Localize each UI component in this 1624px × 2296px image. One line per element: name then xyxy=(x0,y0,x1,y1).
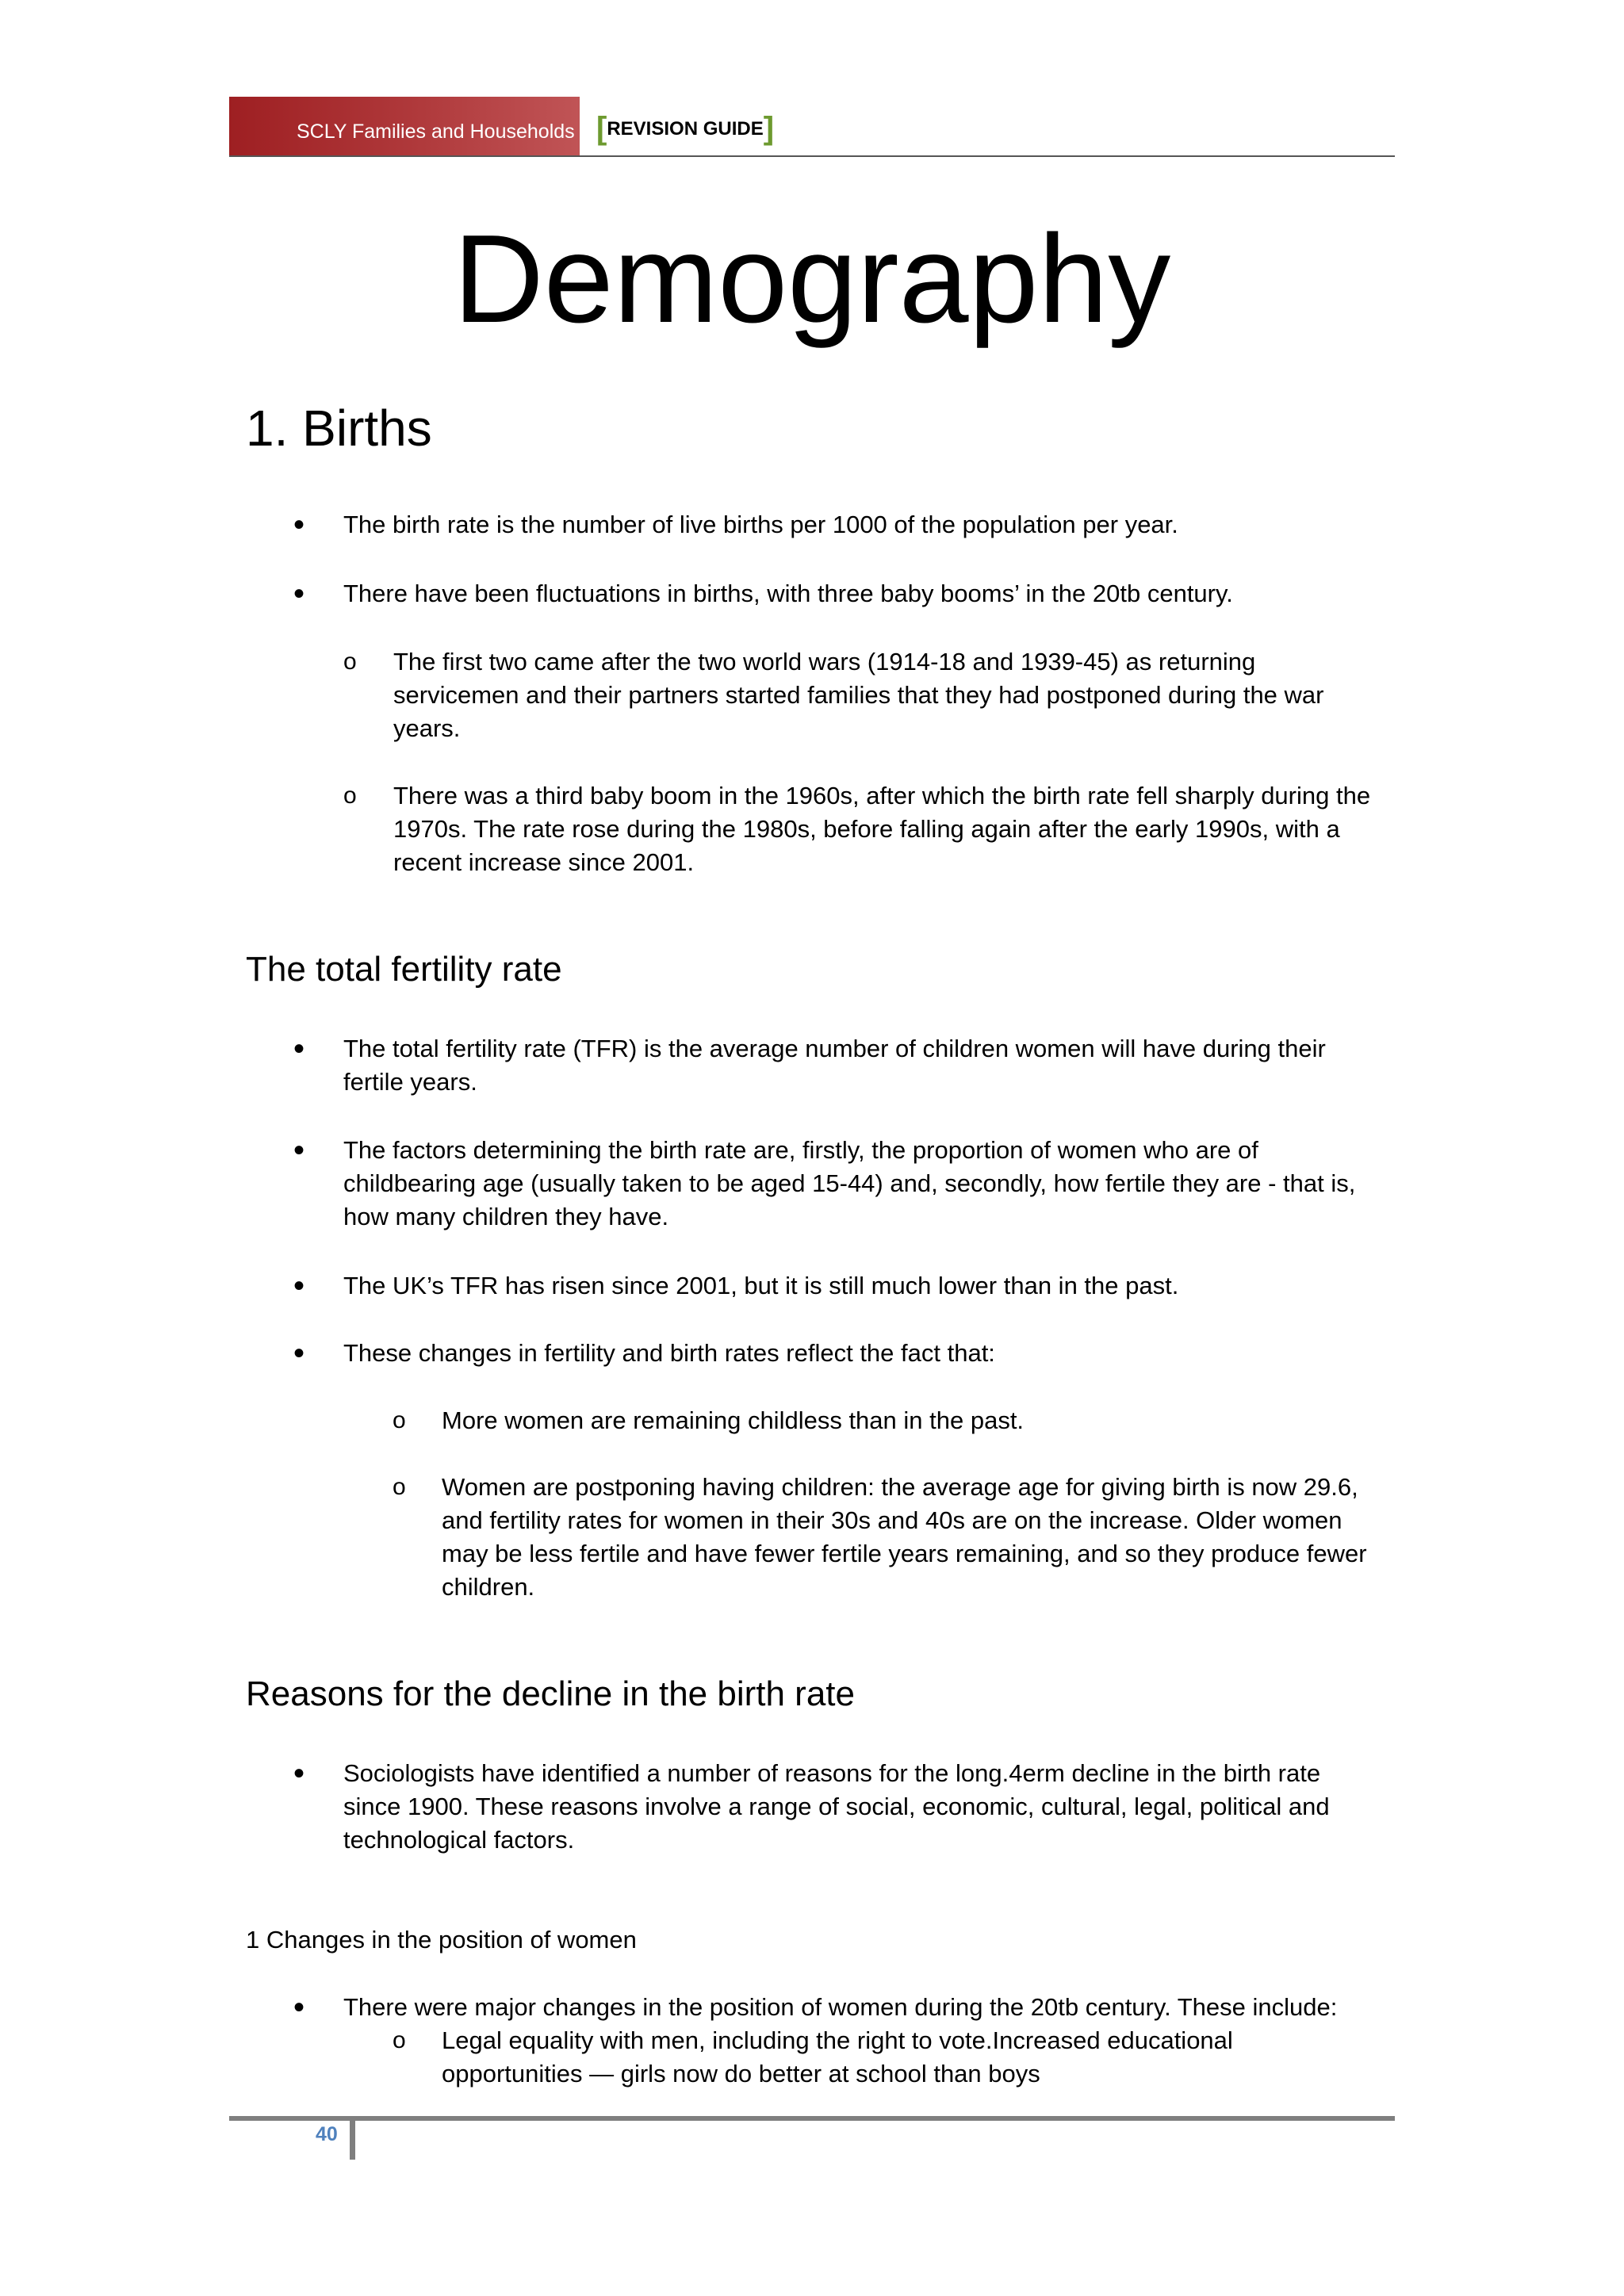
tfr-sub-bullet-1: More women are remaining childless than in the past. xyxy=(442,1406,1025,1434)
page-title: Demography xyxy=(453,209,1171,349)
header-bracket-close: ] xyxy=(763,111,775,146)
tfr-bullet-1: The total fertility rate (TFR) is the average number of children women will have during their fertile years. xyxy=(343,1035,1326,1096)
sub-bullet-marker: o xyxy=(393,1407,406,1433)
tfr-bullet-4: These changes in fertility and birth rates reflect the fact that: xyxy=(343,1339,995,1367)
header-section-title: SCLY Families and Households xyxy=(297,121,575,143)
bullet-marker: • xyxy=(293,1756,305,1791)
bullet-marker: • xyxy=(293,1269,305,1303)
bullet-marker: • xyxy=(293,507,305,542)
decline-bullet-1: Sociologists have identified a number of reasons for the long.4erm decline in the birth rate since 1900. These reasons involve a range of social, economic, cultural, legal, political and technological factors. xyxy=(343,1759,1330,1854)
heading-total-fertility-rate: The total fertility rate xyxy=(246,950,562,989)
women-bullet-1: There were major changes in the position of women during the 20tb century. These include: xyxy=(343,1993,1338,2021)
section-heading-births: 1. Births xyxy=(246,400,432,457)
women-sub-bullet-1: Legal equality with men, including the right to vote.Increased educational opportunities — girls now do better at school than boys xyxy=(442,2026,1233,2087)
bullet-marker: • xyxy=(293,1336,305,1371)
heading-decline-birth-rate: Reasons for the decline in the birth rate xyxy=(246,1674,856,1713)
header-guide-text: REVISION GUIDE xyxy=(607,118,764,140)
footer-page-bar xyxy=(350,2116,355,2160)
header-guide-label xyxy=(596,111,774,147)
births-sub-bullet-2: There was a third baby boom in the 1960s, after which the birth rate fell sharply during the 1970s. The rate rose during the 1980s, before falling again after the early 1990s, with a recent increase since 2001. xyxy=(393,782,1371,876)
tfr-sub-bullet-2: Women are postponing having children: the average age for giving birth is now 29.6, and fertility rates for women in their 30s and 40s are on the increase. Older women may be less fertile and have fewer fertile years remaining, and so they produce fewer children. xyxy=(442,1473,1367,1601)
sub-bullet-marker: o xyxy=(343,649,357,675)
tfr-bullet-2: The factors determining the birth rate are, firstly, the proportion of women who are of childbearing age (usually taken to be aged 15-44) and, secondly, how fertile they are - that is, how many children they have. xyxy=(343,1136,1356,1230)
sub-bullet-marker: o xyxy=(343,783,357,809)
tfr-bullet-3: The UK’s TFR has risen since 2001, but it is still much lower than in the past. xyxy=(343,1272,1179,1299)
sub-bullet-marker: o xyxy=(393,2027,406,2053)
bullet-marker: • xyxy=(293,576,305,611)
births-bullet-2: There have been fluctuations in births, with three baby booms’ in the 20tb century. xyxy=(343,580,1233,607)
bullet-marker: • xyxy=(293,1133,305,1168)
births-sub-bullet-1: The first two came after the two world wars (1914-18 and 1939-45) as returning servicemen and their partners started families that they had postponed during the war years. xyxy=(393,648,1324,742)
sub-bullet-marker: o xyxy=(393,1474,406,1500)
bullet-marker: • xyxy=(293,1031,305,1066)
page-number: 40 xyxy=(316,2123,338,2145)
header-bracket-open: [ xyxy=(596,111,607,146)
heading-position-of-women: 1 Changes in the position of women xyxy=(246,1926,637,1954)
header-divider xyxy=(229,155,1395,157)
bullet-marker: • xyxy=(293,1990,305,2025)
footer-divider xyxy=(229,2116,1395,2121)
births-bullet-1: The birth rate is the number of live births per 1000 of the population per year. xyxy=(343,511,1178,538)
